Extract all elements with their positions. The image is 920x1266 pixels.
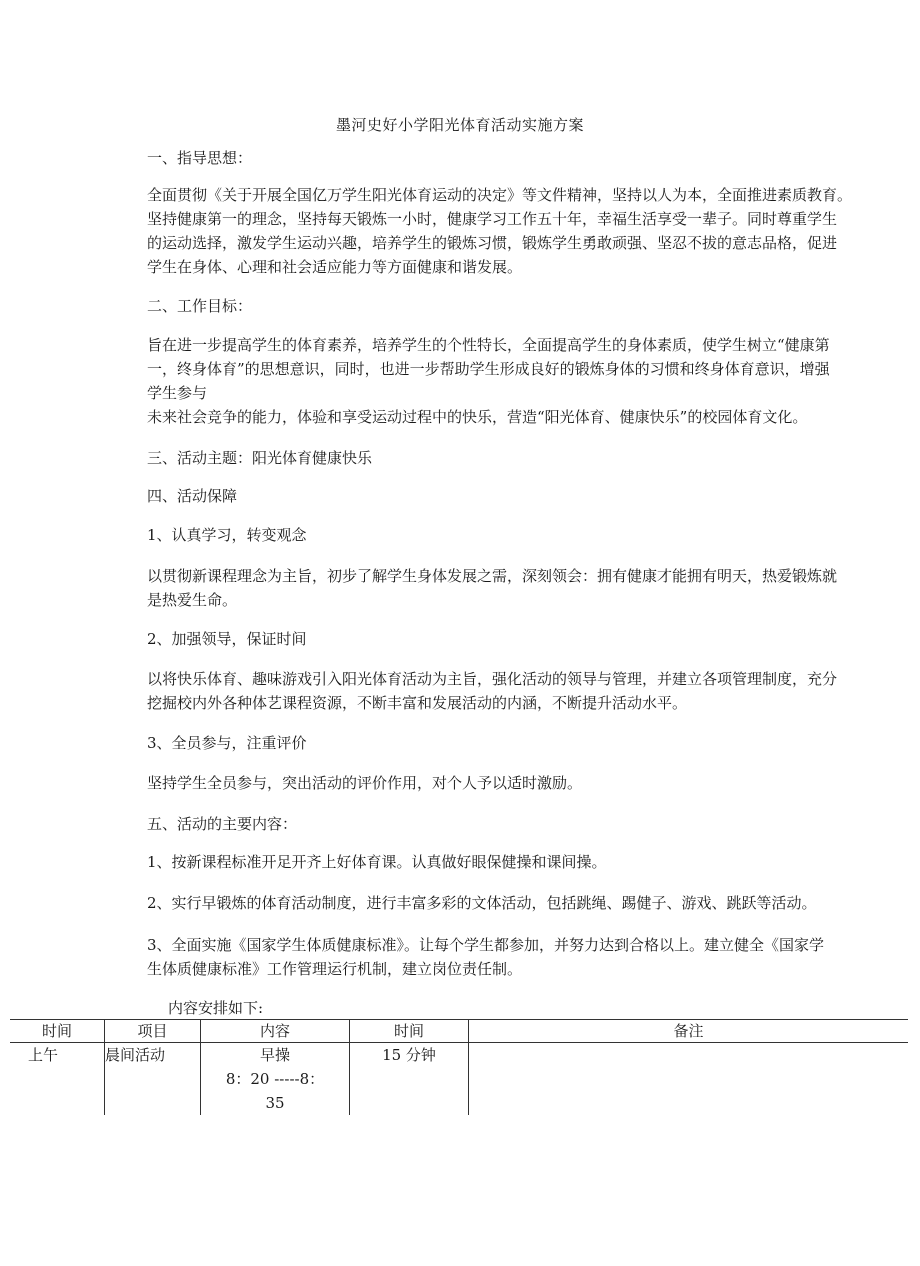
section-4-heading: 四、活动保障 [147,487,238,505]
cell-duration: 15 分钟 [350,1043,469,1116]
paragraph-line: 以贯彻新课程理念为主旨，初步了解学生身体发展之需，深刻领会：拥有健康才能拥有明天，热爱锻炼就 [147,567,838,585]
section-2-paragraph [147,333,913,429]
cell-content-line: 8：20 -----8： [225,1070,325,1088]
section-4-1-paragraph [147,564,913,612]
section-3-heading: 三、活动主题：阳光体育健康快乐 [147,449,373,467]
paragraph-line: 的运动选择，激发学生运动兴趣，培养学生的锻炼习惯，锻炼学生勇敢顽强、坚忍不拔的意志品格，促进 [147,234,838,252]
cell-time: 上午 [10,1043,105,1116]
cell-content [201,1043,350,1116]
section-4-2-heading: 2、加强领导，保证时间 [147,630,307,648]
header-note: 备注 [469,1020,909,1043]
paragraph-line: 学生在身体、心理和社会适应能力等方面健康和谐发展。 [147,258,523,276]
document-title: 墨河史好小学阳光体育活动实施方案 [335,116,584,134]
paragraph-line: 旨在进一步提高学生的体育素养，培养学生的个性特长，全面提高学生的身体素质，使学生树立“健康第 [147,336,830,354]
section-1-heading: 一、指导思想： [147,149,253,167]
section-2-heading: 二、工作目标： [147,297,253,315]
header-time: 时间 [10,1020,105,1043]
paragraph-line: 未来社会竞争的能力，体验和享受运动过程中的快乐，营造“阳光体育、健康快乐”的校园体育文化。 [147,408,808,426]
cell-item: 晨间活动 [105,1043,201,1116]
section-4-1-heading: 1、认真学习，转变观念 [147,526,307,544]
paragraph-line: 挖掘校内外各种体艺课程资源，不断丰富和发展活动的内涵，不断提升活动水平。 [147,694,688,712]
paragraph-line: 学生参与 [147,384,208,402]
paragraph-line: 全面贯彻《关于开展全国亿万学生阳光体育运动的决定》等文件精神，坚持以人为本，全面推进素质教育。 [147,186,853,204]
cell-content-line: 35 [265,1094,285,1112]
cell-note [469,1043,909,1116]
section-5-item-3 [147,933,913,981]
schedule-table [10,1019,908,1115]
paragraph-line: 是热爱生命。 [147,591,238,609]
section-5-heading: 五、活动的主要内容： [147,815,298,833]
cell-content-line: 早操 [259,1046,290,1064]
header-item: 项目 [105,1020,201,1043]
header-content: 内容 [201,1020,350,1043]
paragraph-line: 坚持学生全员参与，突出活动的评价作用，对个人予以适时激励。 [147,774,583,792]
section-4-3-heading: 3、全员参与，注重评价 [147,734,307,752]
section-1-paragraph [147,183,913,279]
section-4-3-paragraph [147,771,913,795]
paragraph-line: 生体质健康标准》工作管理运行机制，建立岗位责任制。 [147,960,523,978]
section-5-item-1: 1、按新课程标准开足开齐上好体育课。认真做好眼保健操和课间操。 [147,853,607,871]
schedule-intro: 内容安排如下: [168,999,264,1017]
paragraph-line: 一，终身体育”的思想意识，同时，也进一步帮助学生形成良好的锻炼身体的习惯和终身体育意识，增强 [147,360,830,378]
paragraph-line: 坚持健康第一的理念，坚持每天锻炼一小时，健康学习工作五十年，幸福生活享受一辈子。同时尊重学生 [147,210,838,228]
table-row [10,1043,908,1116]
header-duration: 时间 [350,1020,469,1043]
table-header-row [10,1020,908,1043]
section-4-2-paragraph [147,667,913,715]
paragraph-line: 3、全面实施《国家学生体质健康标准》。让每个学生都参加，并努力达到合格以上。建立健全《国家学 [147,936,825,954]
paragraph-line: 以将快乐体育、趣味游戏引入阳光体育活动为主旨，强化活动的领导与管理，并建立各项管理制度，充分 [147,670,838,688]
section-5-item-2: 2、实行早锻炼的体育活动制度，进行丰富多彩的文体活动，包括跳绳、踢健子、游戏、跳跃等活动。 [147,894,817,912]
